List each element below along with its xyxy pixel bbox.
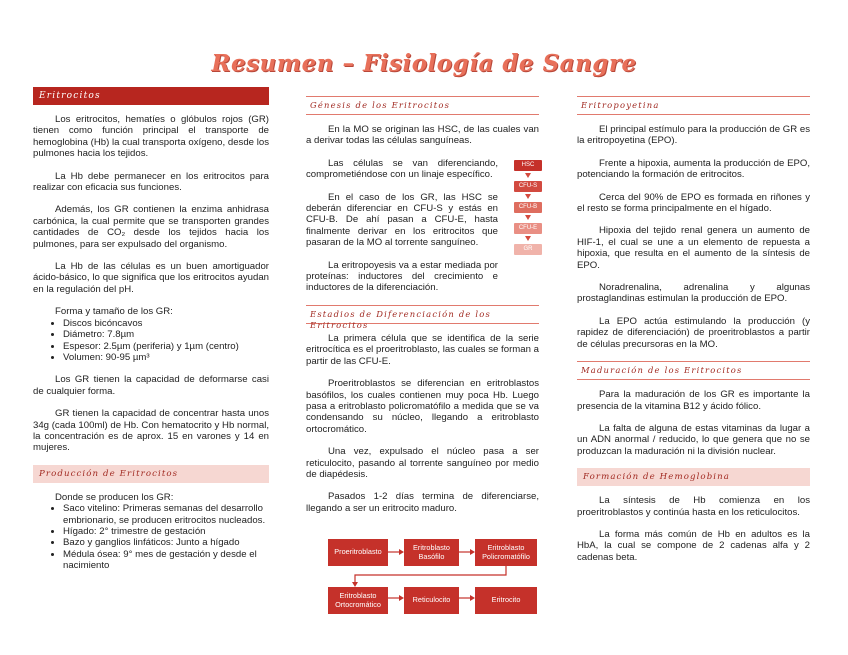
forma-list	[33, 318, 269, 364]
page-title: Resumen – Fisiología de Sangre	[211, 50, 637, 77]
estadios-p2: Proeritroblastos se diferencian en eritroblastos basófilos, los cuales contienen muy poca Hb. Luego pasa a eritroblasto policromatófilo a medida que se va condensando su núcleo, llegando a eritroblasto ortocromático.	[306, 378, 539, 435]
estadios-p3: Una vez, expulsado el núcleo pasa a ser reticulocito, pasando al torrente sanguíneo por medio de diapédesis.	[306, 446, 539, 480]
differentiation-diagram	[328, 535, 540, 615]
column-left	[33, 87, 269, 583]
arrow-down-icon	[525, 236, 531, 241]
list-item: • Hígado: 2° trimestre de gestación	[63, 526, 269, 537]
box-proeritroblasto: Proeritroblasto	[328, 539, 388, 566]
genesis-p4: La eritropoyesis va a estar mediada por proteínas: inductores del crecimiento e inductores de la diferenciación.	[306, 259, 498, 294]
eritrocitos-p1: Los eritrocitos, hematíes o glóbulos rojos (GR) tienen como función principal el transporte de hemoglobina (Hb) la cual transporta oxígeno, desde los pulmones hacia los tejidos.	[33, 114, 269, 160]
eritrocitos-p6: GR tienen la capacidad de concentrar hasta unos 34g (cada 100ml) de Hb. Con hematocrito y Hb normal, la concentración es de aprox. 15 en varones y 14 en mujeres.	[33, 408, 269, 454]
epo-p3: Cerca del 90% de EPO es formada en riñones y el resto se forma principalmente en el hígado.	[577, 191, 810, 215]
box-eritrocito: Eritrocito	[475, 587, 537, 614]
connector-line	[355, 566, 506, 582]
section-header-maduracion: Maduración de los Eritrocitos	[577, 361, 810, 380]
list-item: • Bazo y ganglios linfáticos: Junto a hígado	[63, 537, 269, 548]
maduracion-p1: Para la maduración de los GR es importante la presencia de la vitamina B12 y ácido fólico.	[577, 389, 810, 412]
epo-p5: Noradrenalina, adrenalina y algunas prostaglandinas estimulan la producción de EPO.	[577, 282, 810, 305]
genesis-text-block	[306, 158, 498, 294]
box-policromatofilo: Eritroblasto Policromatófilo	[475, 539, 537, 566]
arrow-down-icon	[525, 194, 531, 199]
section-header-genesis: Génesis de los Eritrocitos	[306, 96, 539, 115]
box-basofilo: Eritroblasto Basófilo	[404, 539, 459, 566]
flow-cfu-s: CFU-S	[514, 181, 542, 192]
eritrocitos-p5: Los GR tienen la capacidad de deformarse casi de cualquier forma.	[33, 374, 269, 397]
eritrocitos-p2: La Hb debe permanecer en los eritrocitos para realizar con eficacia sus funciones.	[33, 170, 269, 194]
list-item: • Médula ósea: 9° mes de gestación y desde el nacimiento	[63, 549, 269, 572]
epo-p1: El principal estímulo para la producción de GR es la eritropoyetina (EPO).	[577, 124, 810, 147]
flow-cfu-e: CFU-E	[514, 223, 542, 234]
eritrocitos-p4: La Hb de las células es un buen amortiguador ácido-básico, lo que significa que los eritrocitos ayudan en la regulación del pH.	[33, 261, 269, 295]
section-header-estadios: Estadios de Diferenciación de los Eritrocitos	[306, 305, 539, 324]
column-middle	[306, 96, 539, 525]
flow-cfu-b: CFU-B	[514, 202, 542, 213]
list-item: • Diámetro: 7.8µm	[63, 329, 269, 340]
arrow-down-icon	[525, 215, 531, 220]
epo-p4: Hipoxia del tejido renal genera un aumento de HIF-1, el cual se une a un elemento de repuesta a hipoxia, que resulta en el aumento de la síntesis de EPO.	[577, 225, 810, 271]
genesis-p2: Las células se van diferenciando, comprometiéndose con un linaje específico.	[306, 157, 498, 181]
box-reticulocito: Reticulocito	[404, 587, 459, 614]
maduracion-p2: La falta de alguna de estas vitaminas da lugar a un ADN anormal / reducido, lo que genera que no se produzcan la maduración ni la división nuclear.	[577, 422, 810, 457]
estadios-p1: La primera célula que se identifica de la serie eritrocítica es el proeritroblasto, las cuales se forman a partir de las CFU-E.	[306, 332, 539, 367]
section-header-eritrocitos: Eritrocitos	[33, 87, 269, 105]
genesis-p1: En la MO se originan las HSC, de las cuales van a derivar todas las células sanguíneas.	[306, 124, 539, 147]
section-header-produccion: Producción de Eritrocitos	[33, 465, 269, 483]
lineage-flow	[514, 160, 542, 255]
hemoglobina-p1: La síntesis de Hb comienza en los proeritroblastos y continúa hasta en los reticulocitos.	[577, 495, 810, 518]
list-item: • Discos bicóncavos	[63, 318, 269, 329]
flow-hsc: HSC	[514, 160, 542, 171]
section-header-eritropoyetina: Eritropoyetina	[577, 96, 810, 115]
epo-p2: Frente a hipoxia, aumenta la producción de EPO, potenciando la formación de eritrocitos.	[577, 157, 810, 181]
arrow-down-icon	[525, 173, 531, 178]
genesis-p3: En el caso de los GR, las HSC se deberán diferenciar en CFU-S y estás en CFU-B. De ahí pasan a CFU-E, hasta finalmente derivar en los eritrocitos que pasaran de la MO al torrente sanguíneo.	[306, 191, 498, 249]
list-item: • Volumen: 90-95 µm³	[63, 352, 269, 363]
produccion-intro: Donde se producen los GR:	[55, 491, 174, 503]
list-item: • Saco vitelino: Primeras semanas del desarrollo embrionario, se producen eritrocitos nucleados.	[63, 503, 269, 526]
section-header-hemoglobina: Formación de Hemoglobina	[577, 468, 810, 486]
produccion-list	[33, 503, 269, 571]
list-item: • Espesor: 2.5µm (periferia) y 1µm (centro)	[63, 341, 269, 352]
forma-intro: Forma y tamaño de los GR:	[55, 306, 173, 318]
flow-gr: GR	[514, 244, 542, 255]
box-ortocromatico: Eritroblasto Ortocromático	[328, 587, 388, 614]
epo-p6: La EPO actúa estimulando la producción (y rapidez de diferenciación) de proeritroblastos a partir de células precursoras en la MO.	[577, 315, 810, 350]
hemoglobina-p2: La forma más común de Hb en adultos es la HbA, la cual se compone de 2 cadenas alfa y 2 cadenas beta.	[577, 528, 810, 563]
column-right	[577, 96, 810, 574]
estadios-p4: Pasados 1-2 días termina de diferenciarse, llegando a ser un eritrocito maduro.	[306, 491, 539, 514]
eritrocitos-p3: Además, los GR contienen la enzima anhidrasa carbónica, la cual permite que se transporten grandes cantidades de CO₂ desde los tejidos hacia los pulmones, para ser expulsado del organismo.	[33, 204, 269, 250]
